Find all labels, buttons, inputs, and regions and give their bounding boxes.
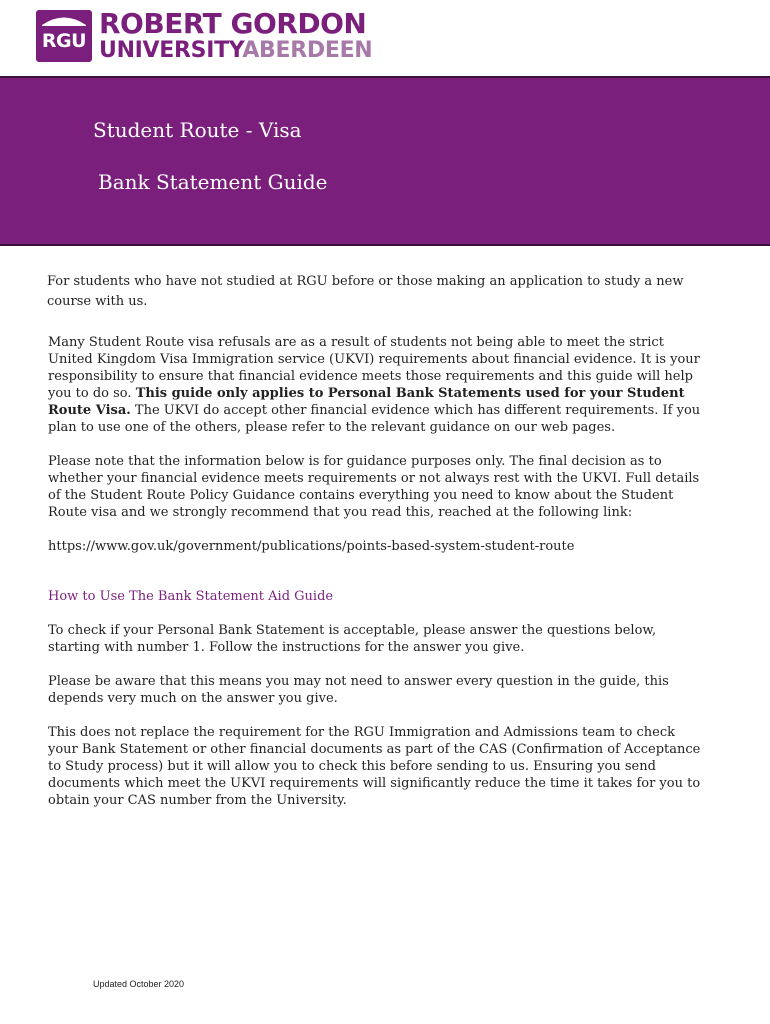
logo-university: UNIVERSITY	[99, 38, 243, 63]
page-subtitle: Bank Statement Guide	[98, 170, 328, 194]
page-title: Student Route - Visa	[93, 118, 302, 142]
intro-paragraph: For students who have not studied at RGU before or those making an application to study a new course with us.	[47, 274, 684, 309]
paragraph-text: Many Student Route visa refusals are as a result of students not being able to meet the strict United Kingdom Visa Immigration service (UKVI) requirements about financial evidence. It is your responsibility to ensure that financial evidence meets those requirements and this guide will help you to do so.	[48, 335, 700, 401]
paragraph-guidance-note: Please note that the information below is for guidance purposes only. The final decision as to whether your financial evidence meets requirements or not always rest with the UKVI. Full details of the Student Route Policy Guidance contains everything you need to know about the Student Route visa and we strongly recommend that you read this, reached at the following link:	[48, 454, 700, 520]
bold-notice: This guide only applies to Personal Bank Statements used for your Student Route Visa.	[48, 386, 685, 418]
logo-aberdeen: ABERDEEN	[242, 38, 373, 63]
logo-wordmark	[99, 7, 373, 63]
paragraph-awareness: Please be aware that this means you may not need to answer every question in the guide, this depends very much on the answer you give.	[48, 674, 669, 706]
paragraph-cas: This does not replace the requirement for the RGU Immigration and Admissions team to check your Bank Statement or other financial documents as part of the CAS (Confirmation of Acceptance to Study process) but it will allow you to check this before sending to us. Ensuring you send documents which meet the UKVI requirements will significantly reduce the time it takes for you to obtain your CAS number from the University.	[48, 725, 701, 808]
policy-link[interactable]: https://www.gov.uk/government/publications/points-based-system-student-route	[48, 539, 575, 554]
document-body	[48, 272, 708, 826]
section-heading: How to Use The Bank Statement Aid Guide	[48, 589, 334, 604]
logo-line1: ROBERT GORDON	[99, 7, 367, 40]
rgu-logo	[36, 7, 373, 63]
paragraph-instructions: To check if your Personal Bank Statement is acceptable, please answer the questions below, starting with number 1. Follow the instructions for the answer you give.	[48, 623, 657, 655]
roof-icon	[42, 16, 86, 26]
logo-line2	[99, 40, 372, 62]
footer-updated: Updated October 2020	[93, 979, 185, 989]
paragraph-text: The UKVI do accept other financial evidence which has different requirements. If you plan to use one of the others, please refer to the relevant guidance on our web pages.	[48, 403, 701, 435]
logo-badge	[36, 10, 92, 62]
logo-badge-text: RGU	[41, 30, 87, 52]
title-banner	[0, 76, 770, 246]
paragraph-financial-evidence	[48, 334, 708, 436]
